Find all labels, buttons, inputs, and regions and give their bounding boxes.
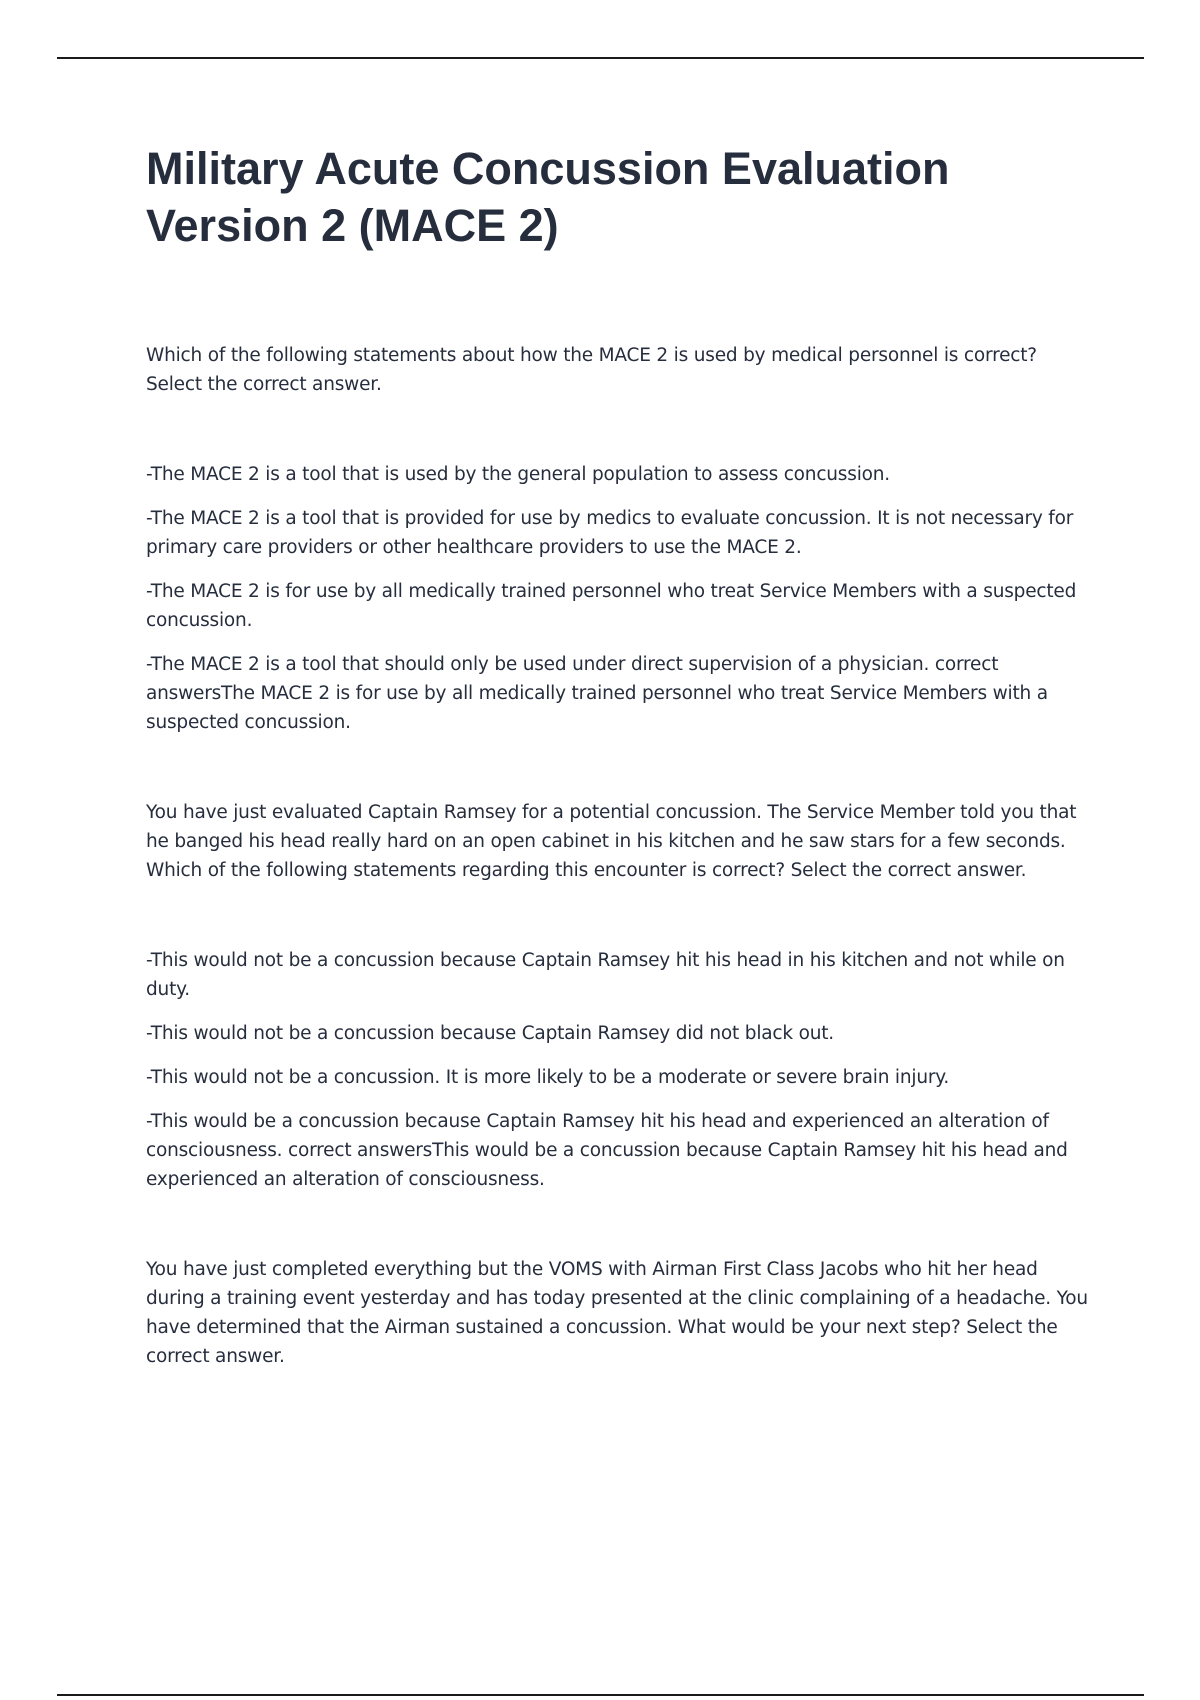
answer-option: -This would not be a concussion because Captain Ramsey did not black out. (146, 1023, 834, 1044)
document-title: Military Acute Concussion Evaluation Version 2 (MACE 2) (146, 143, 950, 251)
question-1-options (146, 460, 1096, 737)
question-2-prompt: You have just evaluated Captain Ramsey for a potential concussion. The Service Member told you that he banged his head really hard on an open cabinet in his kitchen and he saw stars for a few seconds. Which of the following statements regarding this encounter is correct? Select the correct answer. (146, 802, 1077, 881)
top-divider (57, 57, 1144, 59)
answer-option: -The MACE 2 is a tool that is used by the general population to assess concussion. (146, 464, 890, 485)
bottom-divider (57, 1694, 1144, 1696)
answer-option-with-correct-answer: -The MACE 2 is a tool that should only be used under direct supervision of a physician. correct answersThe MACE 2 is for use by all medically trained personnel who treat Service Members with a suspected concussion. (146, 654, 1048, 733)
question-1-prompt: Which of the following statements about how the MACE 2 is used by medical personnel is correct? Select the correct answer. (146, 345, 1037, 395)
document-body (146, 140, 1096, 1371)
answer-option: -This would not be a concussion. It is more likely to be a moderate or severe brain injury. (146, 1067, 950, 1088)
answer-option: -The MACE 2 is for use by all medically trained personnel who treat Service Members with a suspected concussion. (146, 581, 1077, 631)
question-2-options (146, 946, 1096, 1194)
answer-option-with-correct-answer: -This would be a concussion because Captain Ramsey hit his head and experienced an alteration of consciousness. correct answersThis would be a concussion because Captain Ramsey hit his head and experienced an alteration of consciousness. (146, 1111, 1068, 1190)
answer-option: -This would not be a concussion because Captain Ramsey hit his head in his kitchen and not while on duty. (146, 950, 1065, 1000)
answer-option: -The MACE 2 is a tool that is provided for use by medics to evaluate concussion. It is not necessary for primary care providers or other healthcare providers to use the MACE 2. (146, 508, 1074, 558)
question-3-prompt: You have just completed everything but the VOMS with Airman First Class Jacobs who hit her head during a training event yesterday and has today presented at the clinic complaining of a headache. You have determined that the Airman sustained a concussion. What would be your next step? Select the correct answer. (146, 1259, 1088, 1367)
